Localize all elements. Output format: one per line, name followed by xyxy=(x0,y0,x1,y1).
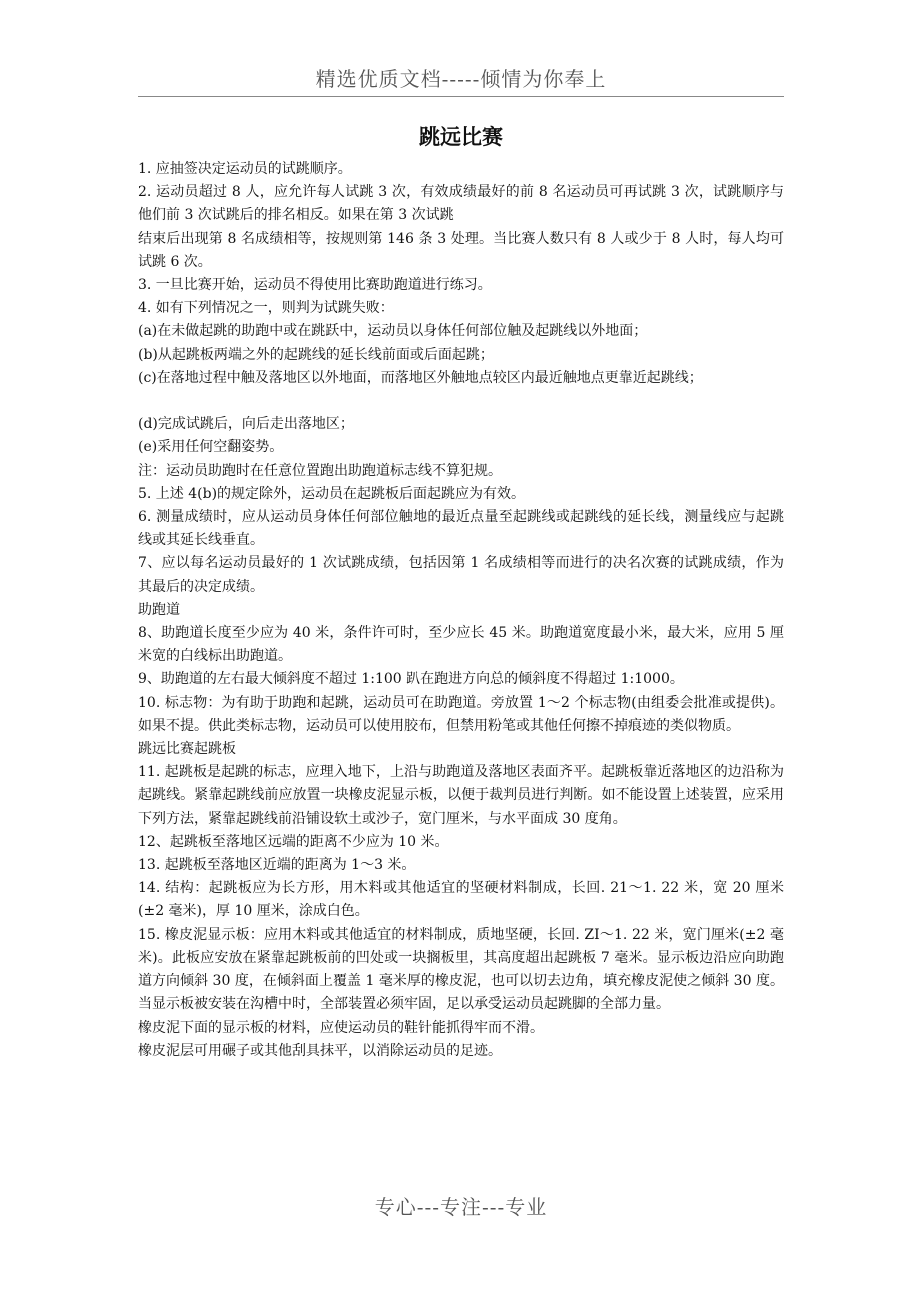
paragraph-rule-2-continued: 结束后出现第 8 名成绩相等，按规则第 146 条 3 处理。当比赛人数只有 8 人或少于 8 人时，每人均可试跳 6 次。 xyxy=(138,230,784,270)
paragraph-rule-12: 12、起跳板至落地区远端的距离不少应为 10 米。 xyxy=(138,833,449,850)
paragraph-rule-2: 2. 运动员超过 8 人，应允许每人试跳 3 次，有效成绩最好的前 8 名运动员可再试跳 3 次，试跳顺序与他们前 3 次试跳后的排名相反。如果在第 3 次试跳 xyxy=(138,184,784,224)
paragraph-rule-5: 5. 上述 4(b)的规定除外，运动员在起跳板后面起跳应为有效。 xyxy=(138,485,526,502)
paragraph-rule-4c: (c)在落地过程中触及落地区以外地面，而落地区外触地点较区内最近触地点更靠近起跳线； xyxy=(138,369,703,386)
header-divider xyxy=(138,96,784,97)
paragraph-rule-4e: (e)采用任何空翻姿势。 xyxy=(138,439,284,456)
paragraph-rule-7: 7、应以每名运动员最好的 1 次试跳成绩，包括因第 1 名成绩相等而进行的决名次赛的试跳成绩，作为其最后的决定成绩。 xyxy=(138,555,784,595)
paragraph-rule-4d: (d)完成试跳后，向后走出落地区； xyxy=(138,416,354,433)
paragraph-rule-4a: (a)在未做起跳的助跑中或在跳跃中，运动员以身体任何部位触及起跳线以外地面； xyxy=(138,323,648,340)
paragraph-note: 注：运动员助跑时在任意位置跑出助跑道标志线不算犯规。 xyxy=(138,462,502,479)
paragraph-rule-11: 11. 起跳板是起跳的标志，应理入地下，上沿与助跑道及落地区表面齐平。起跳板靠近落地区的边沿称为起跳线。紧靠起跳线前应放置一块橡皮泥显示板，以便于裁判员进行判断。如不能设置上述装置，应采用下列方法，紧靠起跳线前沿铺设软土或沙子，宽门厘米，与水平面成 30 度角。 xyxy=(138,764,784,827)
paragraph-rule-14: 14. 结构：起跳板应为长方形，用木料或其他适宜的坚硬材料制成，长回. 21～1. 22 米，宽 20 厘米(±2 毫米)，厚 10 厘米，涂成白色。 xyxy=(138,880,784,920)
section-heading-runway: 助跑道 xyxy=(138,601,180,618)
paragraph-rule-13: 13. 起跳板至落地区近端的距离为 1～3 米。 xyxy=(138,857,416,874)
blank-line xyxy=(138,390,784,413)
paragraph-rule-1: 1. 应抽签决定运动员的试跳顺序。 xyxy=(138,161,352,177)
paragraph-rule-8: 8、助跑道长度至少应为 40 米，条件许可时，至少应长 45 米。助跑道宽度最小米，最大米，应用 5 厘米宽的白线标出助跑道。 xyxy=(138,625,784,665)
document-title: 跳远比赛 xyxy=(419,124,503,149)
page-header: 精选优质文档-----倾情为你奉上 xyxy=(315,67,607,91)
paragraph-rule-4: 4. 如有下列情况之一，则判为试跳失败： xyxy=(138,300,394,317)
paragraph-rule-3: 3. 一旦比赛开始，运动员不得使用比赛助跑道进行练习。 xyxy=(138,277,492,294)
paragraph-plasticine-leveling: 橡皮泥层可用碾子或其他刮具抹平，以消除运动员的足迹。 xyxy=(138,1042,502,1059)
section-heading-takeoff-board: 跳远比赛起跳板 xyxy=(138,741,236,758)
paragraph-rule-10: 10. 标志物：为有助于助跑和起跳，运动员可在助跑道。旁放置 1～2 个标志物(由组委会批准或提供)。如果不提。供此类标志物，运动员可以使用胶布，但禁用粉笔或其他任何擦不掉痕迹的类似物质。 xyxy=(138,694,784,734)
paragraph-rule-6: 6. 测量成绩时，应从运动员身体任何部位触地的最近点量至起跳线或起跳线的延长线，测量线应与起跳线或其延长线垂直。 xyxy=(138,509,784,549)
page-footer: 专心---专注---专业 xyxy=(374,1195,548,1219)
paragraph-plasticine-material: 橡皮泥下面的显示板的材料，应使运动员的鞋针能抓得牢而不滑。 xyxy=(138,1019,544,1036)
paragraph-rule-4b: (b)从起跳板两端之外的起跳线的延长线前面或后面起跳； xyxy=(138,346,494,363)
document-body xyxy=(138,158,784,1063)
paragraph-rule-15: 15. 橡皮泥显示板：应用木料或其他适宜的材料制成，质地坚硬，长回. ZI～1. 22 米，宽门厘米(±2 毫米)。此板应安放在紧靠起跳板前的凹处或一块搁板里，其高度超出起跳板 7 毫米。显示板边沿应向助跑道方向倾斜 30 度，在倾斜面上覆盖 1 毫米厚的橡皮泥，也可以切去边角，填充橡皮泥使之倾斜 30 度。当显示板被安装在沟槽中时，全部装置必须牢固，足以承受运动员起跳脚的全部力量。 xyxy=(138,926,784,1013)
paragraph-rule-9: 9、助跑道的左右最大倾斜度不超过 1:100 趴在跑进方向总的倾斜度不得超过 1:1000。 xyxy=(138,671,684,688)
